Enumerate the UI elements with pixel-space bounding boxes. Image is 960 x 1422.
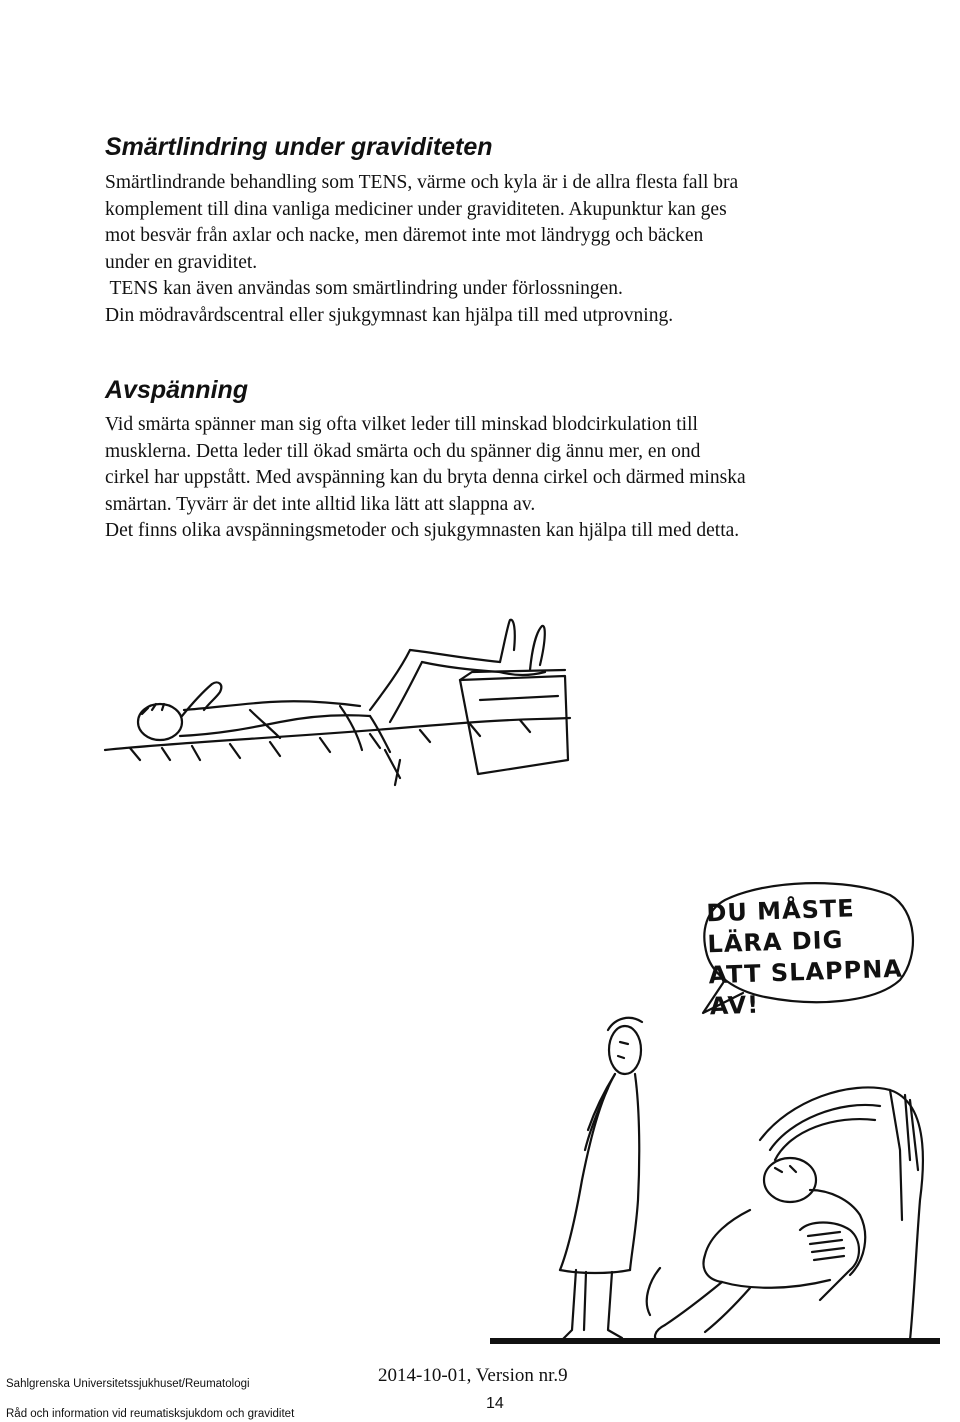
armchair-cartoon-illustration xyxy=(490,1000,940,1350)
lying-person-illustration xyxy=(100,610,580,790)
text-line: Vid smärta spänner man sig ofta vilket leder till minskad blodcirkulation till xyxy=(105,414,698,435)
footer-document-title: Råd och information vid reumatisksjukdom och graviditet xyxy=(6,1408,295,1420)
footer-institution: Sahlgrenska Universitetssjukhuset/Reumatologi xyxy=(6,1378,250,1390)
text-line: komplement till dina vanliga mediciner under graviditeten. Akupunktur kan ges xyxy=(105,198,727,220)
footer-page-number: 14 xyxy=(486,1395,504,1412)
text-line: smärtan. Tyvärr är det inte alltid lika lätt att slappna av. xyxy=(105,493,536,515)
text-line: Det finns olika avspänningsmetoder och sjukgymnasten kan hjälpa till med detta. xyxy=(105,520,740,541)
text-line: mot besvär från axlar och nacke, men däremot inte mot ländrygg och bäcken xyxy=(105,225,704,246)
paragraph-pain-relief xyxy=(105,170,738,329)
section-heading-relaxation: Avspänning xyxy=(105,376,249,404)
paragraph-relaxation xyxy=(105,412,746,545)
text-line: under en graviditet. xyxy=(105,251,258,273)
text-line: cirkel har uppstått. Med avspänning kan du bryta denna cirkel och därmed minska xyxy=(105,467,746,488)
section-heading-pain-relief: Smärtlindring under graviditeten xyxy=(105,133,493,161)
text-line: Smärtlindrande behandling som TENS, värme och kyla är i de allra flesta fall bra xyxy=(105,172,739,193)
speech-bubble-text: DU MÅSTE LÄRA DIG ATT SLAPPNA AV! xyxy=(705,894,904,1021)
text-line: musklerna. Detta leder till ökad smärta och du spänner dig ännu mer, en ond xyxy=(105,440,701,462)
footer-date-version: 2014-10-01, Version nr.9 xyxy=(378,1365,568,1386)
text-line: TENS kan även användas som smärtlindring under förlossningen. xyxy=(105,278,623,299)
text-line: Din mödravårdscentral eller sjukgymnast kan hjälpa till med utprovning. xyxy=(105,304,674,326)
